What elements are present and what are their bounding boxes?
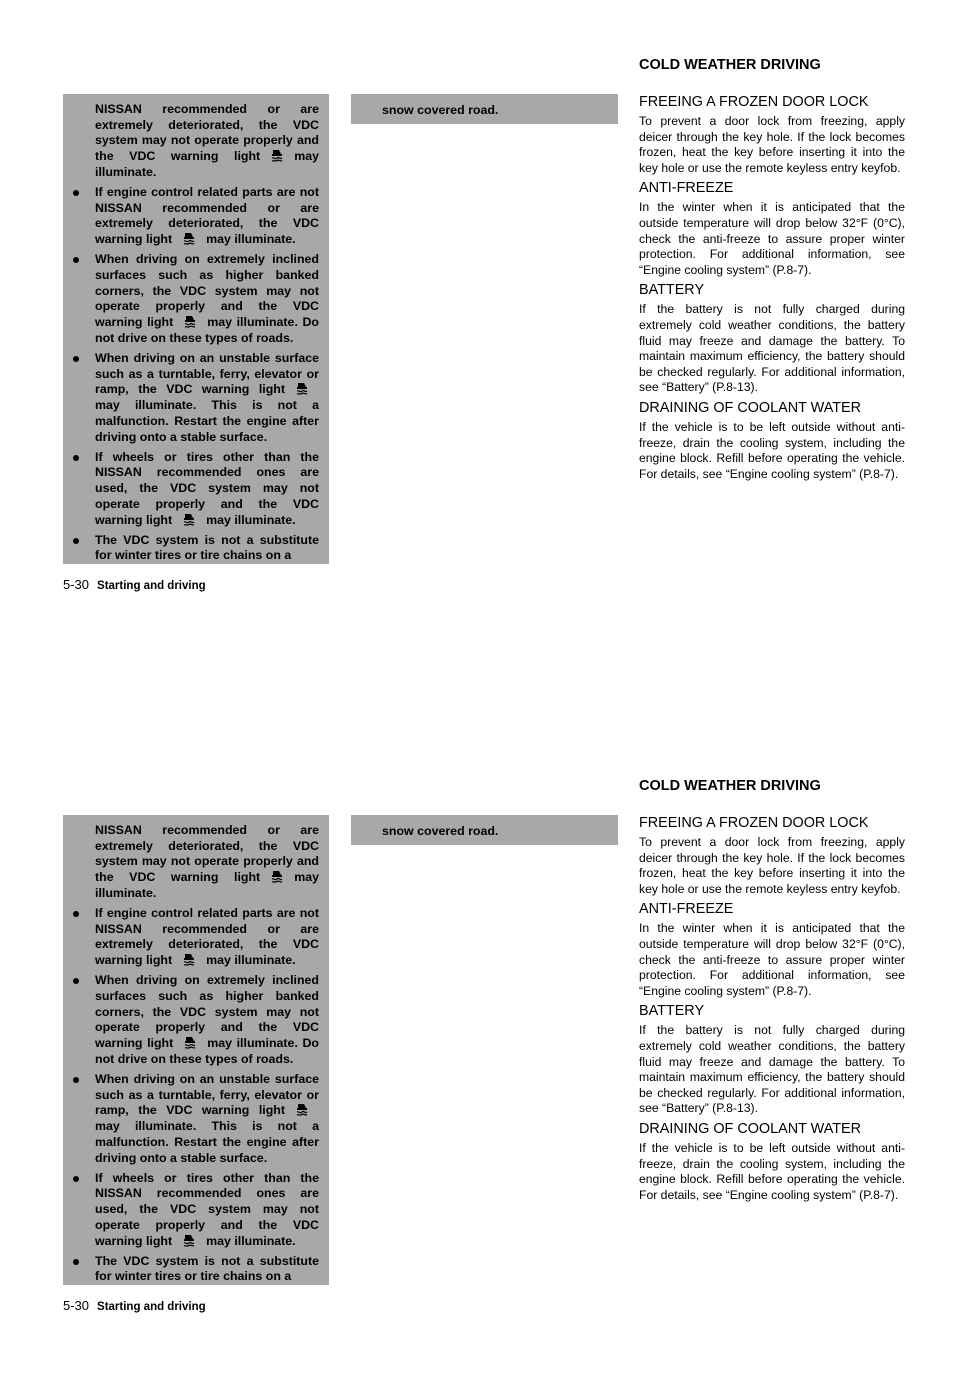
subsection-body: In the winter when it is anticipated that the outside temperature will drop below 32°F (0°C), check the anti-freeze to assure proper winter protection. For additional information, see “Engine cooling system” (P.8-7). <box>639 921 905 998</box>
subsection-heading: FREEING A FROZEN DOOR LOCK <box>639 94 869 110</box>
vdc-warning-light-icon <box>182 1234 196 1247</box>
warning-intro: NISSAN recommended or are extremely deteriorated, the VDC system may not operate properly and the VDC warning light may illuminate. <box>95 102 319 179</box>
cold-weather-content <box>639 94 905 486</box>
subsection-body: If the vehicle is to be left outside without anti-freeze, drain the cooling system, including the engine block. Refill before operating the vehicle. For details, see “Engine cooling system” (P.8-7). <box>639 419 905 481</box>
warning-intro: NISSAN recommended or are extremely deteriorated, the VDC system may not operate properly and the VDC warning light may illuminate. <box>95 823 319 900</box>
subsection-body: In the winter when it is anticipated that the outside temperature will drop below 32°F (0°C), check the anti-freeze to assure proper winter protection. For additional information, see “Engine cooling system” (P.8-7). <box>639 200 905 277</box>
subsection-heading: ANTI-FREEZE <box>639 180 734 197</box>
manual-page <box>0 0 954 676</box>
subsection-body: If the vehicle is to be left outside without anti-freeze, drain the cooling system, including the engine block. Refill before operating the vehicle. For details, see “Engine cooling system” (P.8-7). <box>639 1140 905 1202</box>
vdc-warning-box <box>63 815 329 1285</box>
warning-bullet: The VDC system is not a substitute for winter tires or tire chains on a <box>95 1253 319 1284</box>
vdc-warning-light-icon <box>183 315 197 328</box>
subsection-heading: BATTERY <box>639 282 705 299</box>
vdc-warning-light-icon <box>183 1036 197 1049</box>
page-number: 5-30 <box>63 1298 90 1313</box>
cold-weather-content <box>639 815 905 1207</box>
warning-bullet: When driving on an unstable surface such as a turntable, ferry, elevator or ramp, the VDC warning lightmay illuminate. This is not a malfunction. Restart the engine after driving onto a stable surface. <box>95 1072 319 1165</box>
warning-bullet: The VDC system is not a substitute for winter tires or tire chains on a <box>95 532 319 563</box>
vdc-warning-light-icon <box>182 953 196 966</box>
warning-bullet: When driving on an unstable surface such as a turntable, ferry, elevator or ramp, the VDC warning lightmay illuminate. This is not a malfunction. Restart the engine after driving onto a stable surface. <box>95 351 319 444</box>
warning-bullet: If wheels or tires other than the NISSAN recommended ones are used, the VDC system may not operate properly and the VDC warning light may illuminate. <box>95 1170 319 1248</box>
vdc-warning-light-icon <box>295 1103 309 1116</box>
manual-page <box>0 721 954 1397</box>
vdc-warning-light-icon <box>270 870 284 883</box>
subsection-heading: DRAINING OF COOLANT WATER <box>639 1120 861 1137</box>
subsection-heading: ANTI-FREEZE <box>639 901 734 918</box>
warning-continuation-text: snow covered road. <box>382 103 499 117</box>
vdc-warning-light-icon <box>182 232 196 245</box>
warning-continuation-box <box>351 94 618 124</box>
section-title: COLD WEATHER DRIVING <box>639 57 821 73</box>
vdc-warning-light-icon <box>182 513 196 526</box>
subsection-body: To prevent a door lock from freezing, apply deicer through the key hole. If the lock becomes frozen, heat the key before inserting it into the key hole or use the remote keyless entry keyfob. <box>639 114 905 175</box>
warning-continuation-text: snow covered road. <box>382 824 499 838</box>
warning-bullet: When driving on extremely inclined surfaces such as higher banked corners, the VDC system may not operate properly and the VDC warning light may illuminate. Do not drive on these types of roads. <box>95 252 319 345</box>
warning-bullet: When driving on extremely inclined surfaces such as higher banked corners, the VDC system may not operate properly and the VDC warning light may illuminate. Do not drive on these types of roads. <box>95 973 319 1066</box>
page-number: 5-30 <box>63 577 90 592</box>
warning-continuation-box <box>351 815 618 845</box>
warning-bullet: If wheels or tires other than the NISSAN recommended ones are used, the VDC system may not operate properly and the VDC warning light may illuminate. <box>95 449 319 527</box>
vdc-warning-box <box>63 94 329 564</box>
subsection-body: If the battery is not fully charged during extremely cold weather conditions, the battery fluid may freeze and damage the battery. To maintain maximum efficiency, the battery should be checked regularly. For additional information, see “Battery” (P.8-13). <box>639 1023 905 1116</box>
vdc-warning-light-icon <box>295 382 309 395</box>
chapter-label: Starting and driving <box>97 1301 206 1313</box>
subsection-heading: BATTERY <box>639 1003 705 1020</box>
section-title: COLD WEATHER DRIVING <box>639 778 821 794</box>
chapter-label: Starting and driving <box>97 580 206 592</box>
subsection-body: If the battery is not fully charged during extremely cold weather conditions, the battery fluid may freeze and damage the battery. To maintain maximum efficiency, the battery should be checked regularly. For additional information, see “Battery” (P.8-13). <box>639 302 905 395</box>
page-footer <box>63 1298 206 1313</box>
warning-bullet: If engine control related parts are not NISSAN recommended or are extremely deteriorated, the VDC warning light may illuminate. <box>95 185 319 247</box>
page-footer <box>63 577 206 592</box>
subsection-body: To prevent a door lock from freezing, apply deicer through the key hole. If the lock becomes frozen, heat the key before inserting it into the key hole or use the remote keyless entry keyfob. <box>639 835 905 896</box>
subsection-heading: FREEING A FROZEN DOOR LOCK <box>639 815 869 831</box>
warning-bullet: If engine control related parts are not NISSAN recommended or are extremely deteriorated, the VDC warning light may illuminate. <box>95 906 319 968</box>
subsection-heading: DRAINING OF COOLANT WATER <box>639 399 861 416</box>
vdc-warning-light-icon <box>270 149 284 162</box>
